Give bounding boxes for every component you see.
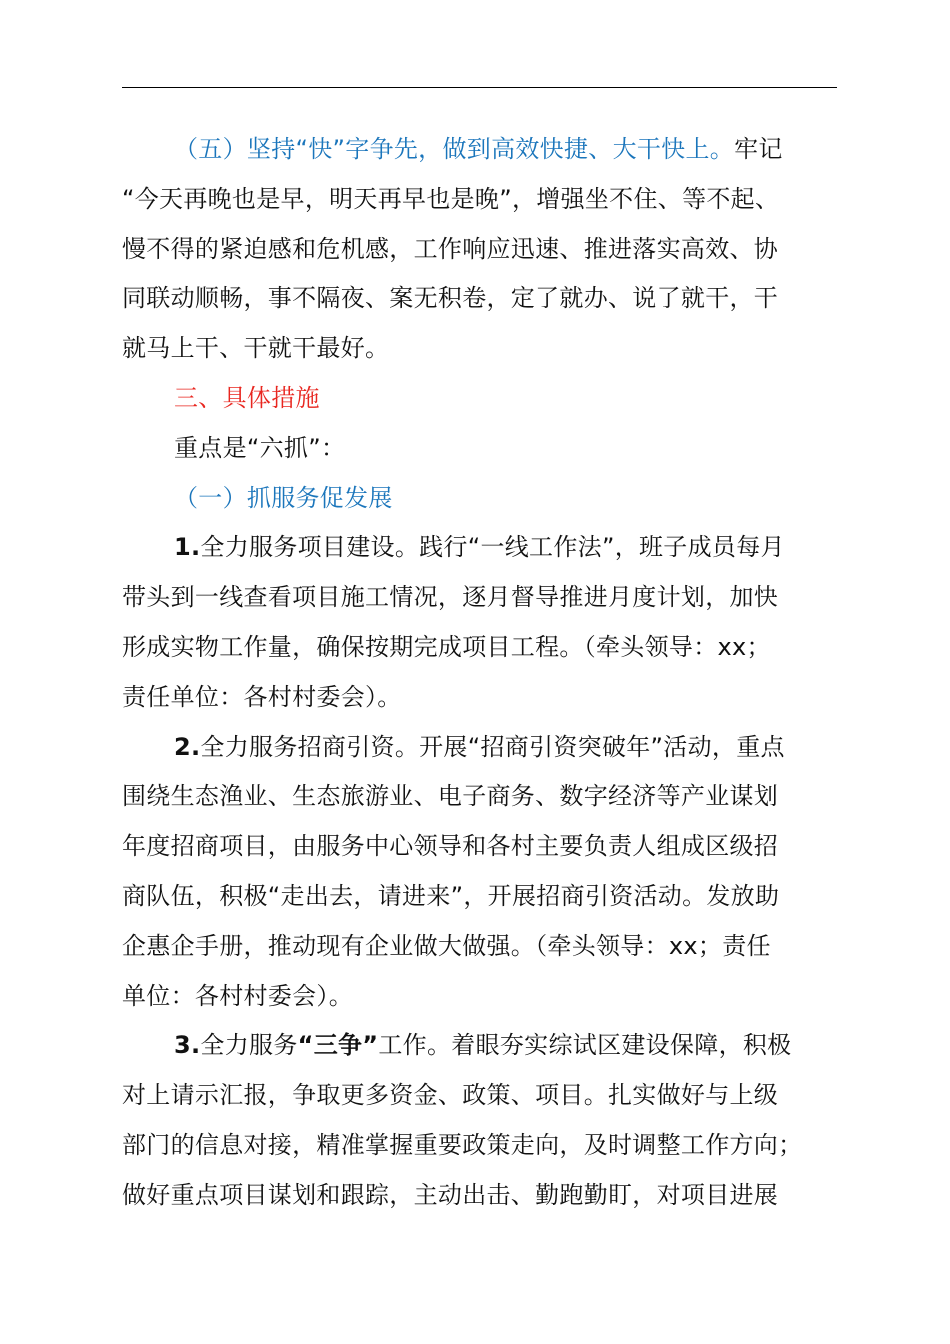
item2-line1-text: 开展“招商引资突破年”活动，重点	[419, 732, 785, 761]
item1-line3: 形成实物工作量，确保按期完成项目工程。（牵头领导：xx；	[122, 632, 771, 661]
item3-title-quote: “三争”	[297, 1031, 379, 1060]
item3-line1	[122, 1021, 842, 1071]
item3-line3: 部门的信息对接，精准掌握重要政策走向，及时调整工作方向；	[122, 1130, 803, 1159]
section5-line1	[122, 125, 842, 175]
item2-line1	[122, 723, 842, 773]
item3-title-a: 全力服务	[200, 1031, 298, 1060]
item1-line2: 带头到一线查看项目施工情况，逐月督导推进月度计划，加快	[122, 583, 779, 612]
item1-line1-text: 践行“一线工作法”，班子成员每月	[419, 533, 785, 562]
item1-line1	[122, 523, 842, 573]
item3-number: 3.	[174, 1031, 201, 1060]
section3-heading: 三、具体措施	[174, 383, 320, 412]
header-rule	[122, 87, 837, 88]
item3-line2: 对上请示汇报，争取更多资金、政策、项目。扎实做好与上级	[122, 1081, 779, 1110]
subsection1-heading: （一）抓服务促发展	[174, 483, 393, 512]
item3-line1-text: 着眼夯实综试区建设保障，积极	[451, 1031, 792, 1060]
item2-number: 2.	[174, 732, 201, 761]
document-body	[122, 125, 842, 1221]
item3-title-c: 工作。	[378, 1031, 452, 1060]
section5-line5: 就马上干、干就干最好。	[122, 334, 390, 363]
item1-title: 全力服务项目建设。	[200, 533, 420, 562]
item2-line3: 年度招商项目，由服务中心领导和各村主要负责人组成区级招	[122, 832, 779, 861]
section5-heading: （五）坚持“快”字争先，做到高效快捷、大干快上。	[174, 135, 735, 163]
section5-line1-text: 牢记	[734, 135, 783, 163]
item2-line4: 商队伍，积极“走出去，请进来”，开展招商引资活动。发放助	[122, 881, 780, 910]
item2-line5: 企惠企手册，推动现有企业做大做强。（牵头领导：xx；责任	[122, 931, 771, 960]
section5-line2: “今天再晚也是早，明天再早也是晚”，增强坐不住、等不起、	[122, 184, 780, 213]
item2-line6: 单位：各村村委会）。	[122, 981, 353, 1010]
section5-line4: 同联动顺畅，事不隔夜、案无积卷，定了就办、说了就干，干	[122, 284, 779, 313]
item2-line2: 围绕生态渔业、生态旅游业、电子商务、数字经济等产业谋划	[122, 782, 779, 811]
item1-line4: 责任单位：各村村委会）。	[122, 682, 402, 711]
item2-title: 全力服务招商引资。	[200, 732, 420, 761]
section3-intro: 重点是“六抓”：	[174, 433, 346, 462]
section5-line3: 慢不得的紧迫感和危机感，工作响应迅速、推进落实高效、协	[122, 234, 779, 263]
item1-number: 1.	[174, 533, 201, 562]
item3-line4: 做好重点项目谋划和跟踪，主动出击、勤跑勤盯，对项目进展	[122, 1180, 779, 1209]
